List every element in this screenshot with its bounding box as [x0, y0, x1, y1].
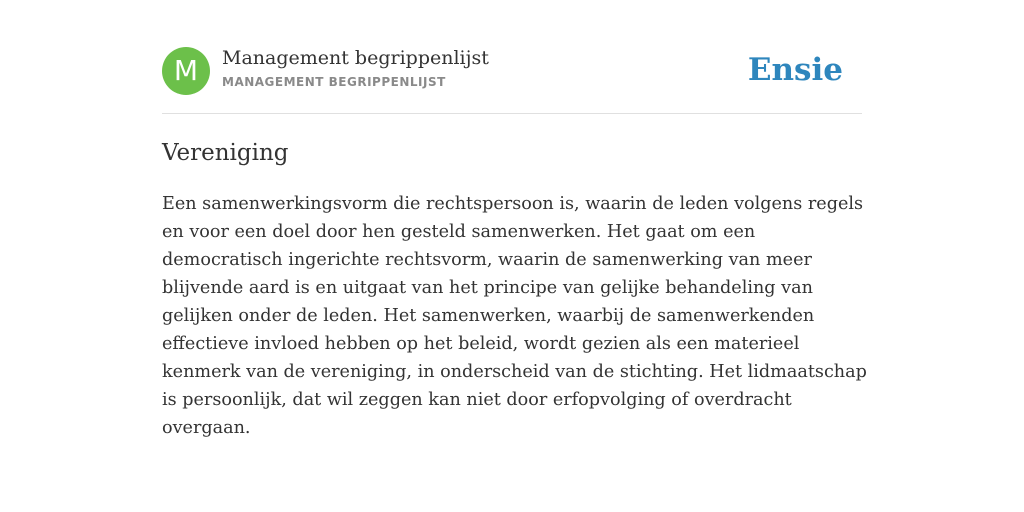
header-titles: [222, 46, 489, 89]
header: [162, 46, 862, 96]
list-subtitle: MANAGEMENT BEGRIPPENLIJST: [222, 75, 446, 89]
divider: [162, 113, 862, 114]
term-definition: Een samenwerkingsvorm die rechtspersoon is, waarin de leden volgens regels en voor een doel door hen gesteld samenwerken. Het gaat om een democratisch ingerichte rechtsvorm, waarin de samenwerking van meer blijvende aard is en uitgaat van het principe van gelijke behandeling van gelijken onder de leden. Het samenwerken, waarbij de samenwerkenden effectieve invloed hebben op het beleid, wordt gezien als een materieel kenmerk van de vereniging, in onderscheid van de stichting. Het lidmaatschap is persoonlijk, dat wil zeggen kan niet door erfopvolging of overdracht overgaan.: [162, 194, 867, 438]
brand-logo[interactable]: Ensie: [747, 52, 843, 88]
term-title: Vereniging: [162, 140, 289, 166]
list-title[interactable]: Management begrippenlijst: [222, 47, 489, 69]
avatar[interactable]: M: [162, 47, 210, 95]
